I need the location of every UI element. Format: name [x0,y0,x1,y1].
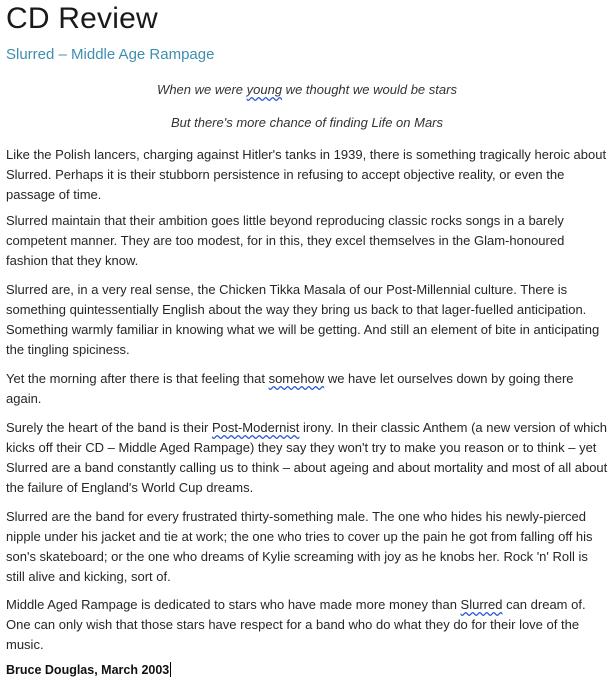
paragraph-7-text-b: can dream of. One can only wish that those stars have respect for a band who do what they do for their love of the music. [6,597,586,652]
page-subtitle: Slurred – Middle Age Rampage [6,46,215,63]
paragraph-3: Slurred are, in a very real sense, the Chicken Tikka Masala of our Post-Millennial culture. There is something quintessentially English about the way they bring us back to that lager-fuelled anticipation. Something warmly familiar in knowing what we will be getting. And still an element of bite in anticipating the tingling spiciness. [6,282,600,357]
quote-line-2: But there's more chance of finding Life on Mars [170,115,444,130]
paragraph-6: Slurred are the band for every frustrated thirty-something male. The one who hides his newly-pierced nipple under his jacket and tie at work; the one who tries to cover up the pain he got from falling off his son's skateboard; or the one who dreams of Kylie screaming with joy as he knobs her. Rock 'n' Roll is still alive and kicking, sort of. [6,509,593,584]
signature-line [6,662,171,677]
paragraph-4 [6,369,608,409]
paragraph-5-text-b: irony. In their classic Anthem (a new version of which kicks off their CD – Middle Aged Rampage) they say they won't try to make you reason or to think – yet Slurred are a band constantly calling us to think – about ageing and about mortality and most of all about the failure of England's World Cup dreams. [6,420,608,495]
spelling-flagged-word[interactable]: somehow [268,371,325,386]
quote-line-1-text-a: When we were [157,82,247,97]
paragraph-1: Like the Polish lancers, charging against Hitler's tanks in 1939, there is something tragically heroic about Slurred. Perhaps it is their stubborn persistence in refusing to accept objective reality, or even the passage of time. [6,147,607,202]
quote-line-1 [0,82,614,97]
paragraph-5-text-a: Surely the heart of the band is their [6,420,212,435]
spelling-flagged-word[interactable]: Slurred [460,597,503,612]
spelling-flagged-word[interactable]: young [246,82,283,97]
paragraph-2: Slurred maintain that their ambition goes little beyond reproducing classic rocks songs in a barely competent manner. They are too modest, for in this, they excel themselves in the Glam-honoured fashion that they know. [6,213,565,268]
paragraph-4-text-a: Yet the morning after there is that feeling that [6,371,269,386]
paragraph-5 [6,418,608,498]
paragraph-7-text-a: Middle Aged Rampage is dedicated to stars who have made more money than [6,597,461,612]
text-cursor [170,662,171,677]
signature-text: Bruce Douglas, March 2003 [6,663,170,677]
paragraph-4-text-b: we have let ourselves down by going there again. [6,371,574,406]
paragraph-7 [6,595,608,655]
spelling-flagged-word[interactable]: Post-Modernist [211,420,300,435]
page-title: CD Review [6,2,158,35]
quote-line-1-text-b: we thought we would be stars [282,82,457,97]
